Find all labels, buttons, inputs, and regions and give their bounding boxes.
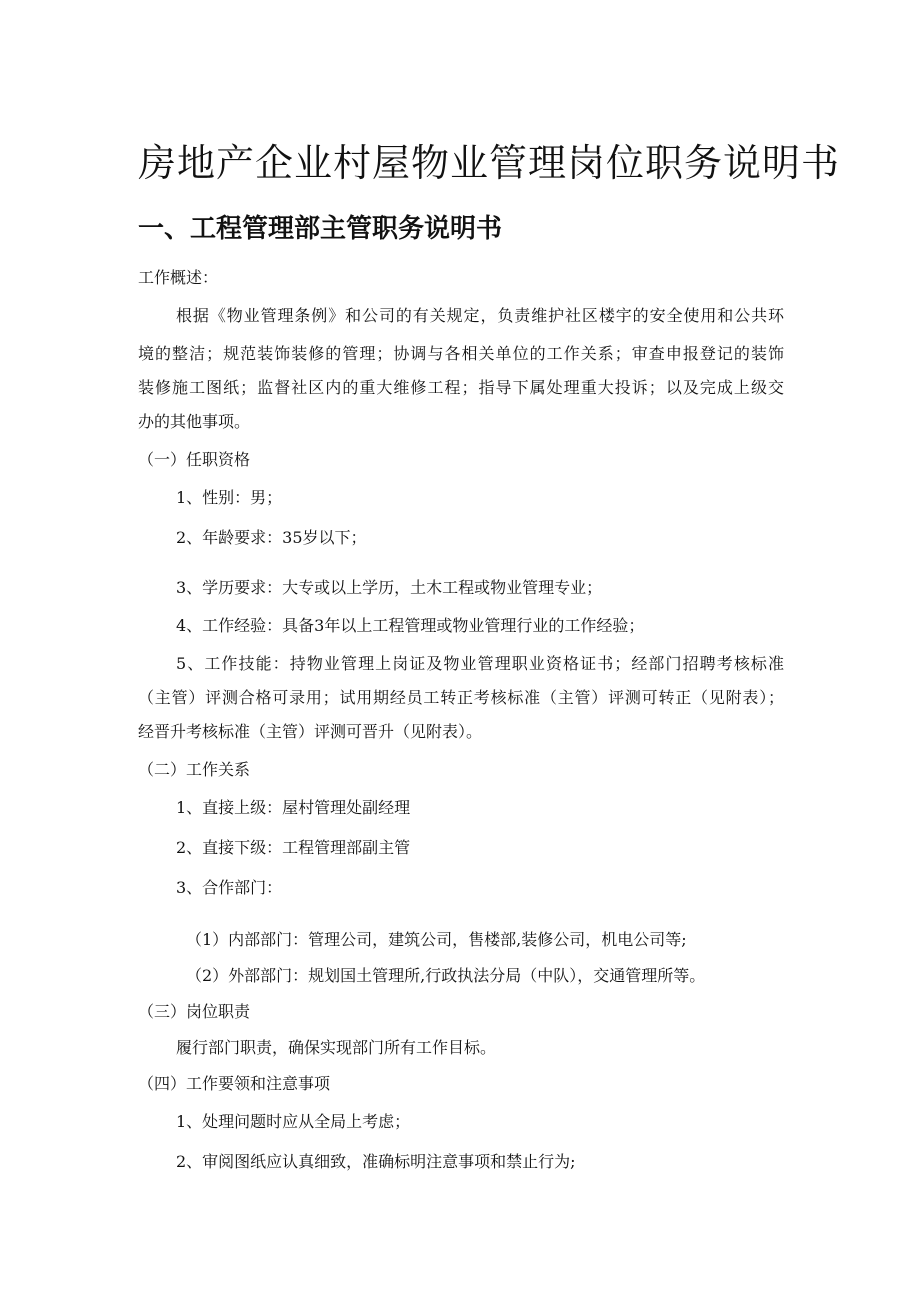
- skills-line: （主管）评测合格可录用；试用期经员工转正考核标准（主管）评测可转正（见附表）；: [138, 688, 784, 707]
- document-title: 房地产企业村屋物业管理岗位职务说明书: [138, 141, 841, 185]
- relation-item: 2、直接下级：工程管理部副主管: [176, 838, 411, 857]
- notes-heading: （四）工作要领和注意事项: [138, 1074, 331, 1093]
- overview-line: 境的整洁；规范装饰装修的管理；协调与各相关单位的工作关系；审查申报登记的装饰: [138, 344, 784, 363]
- relation-sub-item: （2）外部部门：规划国土管理所,行政执法分局（中队），交通管理所等。: [186, 966, 706, 985]
- qualification-item: 2、年龄要求：35岁以下；: [176, 528, 367, 547]
- overview-line: 根据《物业管理条例》和公司的有关规定，负责维护社区楼宇的安全使用和公共环: [176, 306, 784, 325]
- qualifications-heading: （一）任职资格: [138, 450, 251, 469]
- qualification-item: 4、工作经验：具备3年以上工程管理或物业管理行业的工作经验；: [176, 616, 645, 635]
- relation-sub-item: （1）内部部门：管理公司，建筑公司，售楼部,装修公司，机电公司等;: [186, 930, 687, 949]
- relation-item: 1、直接上级：屋村管理处副经理: [176, 798, 411, 817]
- overview-line: 装修施工图纸；监督社区内的重大维修工程；指导下属处理重大投诉；以及完成上级交: [138, 378, 784, 397]
- note-item: 2、审阅图纸应认真细致，准确标明注意事项和禁止行为;: [176, 1152, 576, 1171]
- overview-line: 办的其他事项。: [138, 412, 251, 431]
- qualification-item: 3、学历要求：大专或以上学历，土木工程或物业管理专业；: [176, 578, 603, 597]
- overview-label: 工作概述：: [138, 268, 219, 287]
- skills-line: 经晋升考核标准（主管）评测可晋升（见附表）。: [138, 722, 483, 741]
- duties-text: 履行部门职责，确保实现部门所有工作目标。: [176, 1038, 497, 1057]
- duties-heading: （三）岗位职责: [138, 1002, 251, 1021]
- skills-line: 5、工作技能：持物业管理上岗证及物业管理职业资格证书；经部门招聘考核标准: [176, 654, 784, 673]
- note-item: 1、处理问题时应从全局上考虑；: [176, 1112, 411, 1131]
- section-heading: 一、工程管理部主管职务说明书: [138, 214, 503, 244]
- relation-item: 3、合作部门：: [176, 878, 283, 897]
- qualification-item: 1、性别：男；: [176, 488, 283, 507]
- relations-heading: （二）工作关系: [138, 760, 251, 779]
